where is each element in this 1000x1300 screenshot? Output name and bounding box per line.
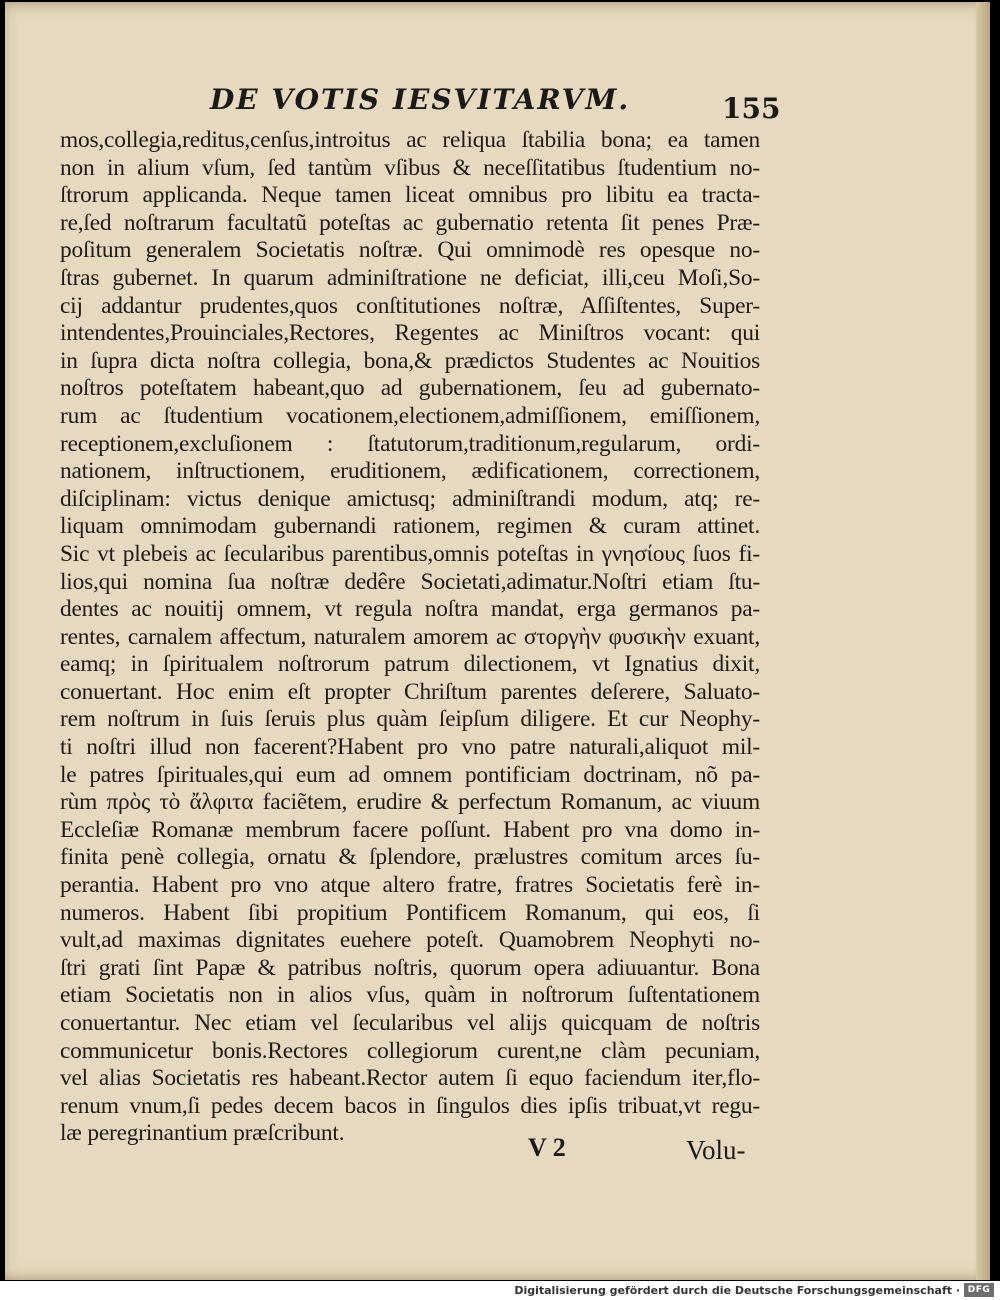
text-line: receptionem,excluſionem : ſtatutorum,traditionum,regularum, ordi- (60, 430, 760, 457)
text-line: ti noſtri illud non facerent?Habent pro vno patre naturali,aliquot mil- (60, 734, 760, 761)
text-line: vult,ad maximas dignitates euehere poteſt. Quamobrem Neophyti no- (60, 927, 760, 954)
text-line: in ſupra dicta noſtra collegia, bona,& prædictos Studentes ac Nouitios (60, 347, 760, 374)
text-line: mos,collegia,reditus,cenſus,introitus ac reliqua ſtabilia bona; ea tamen (60, 127, 760, 153)
text-line: ſtrorum applicanda. Neque tamen liceat omnibus pro libitu ea tracta- (60, 182, 760, 209)
body-text (60, 127, 760, 1148)
funding-credit: Digitalisierung gefördert durch die Deutsche Forschungsgemeinschaft · (514, 1284, 960, 1297)
text-line: lios,qui nomina ſua noſtræ dedêre Societati,adimatur.Noſtri etiam ſtu- (60, 568, 760, 595)
text-line: rem noſtrum in ſuis ſeruis plus quàm ſeipſum diligere. Et cur Neophy- (60, 706, 760, 733)
text-line: le patres ſpirituales,qui eum ad omnem pontificiam doctrinam, nõ pa- (60, 761, 760, 788)
text-line: numeros. Habent ſibi propitium Pontificem Romanum, qui eos, ſi (60, 899, 760, 926)
text-line: conuertant. Hoc enim eſt propter Chriſtum parentes deſerere, Saluato- (60, 678, 760, 705)
text-line: rum ac ſtudentium vocationem,electionem,admiſſionem, emiſſionem, (60, 402, 760, 429)
text-line: ſtri grati ſint Papæ & patribus noſtris, quorum opera adiuuantur. Bona (60, 954, 760, 981)
text-line: cij addantur prudentes,quos conſtitutiones noſtræ, Aſſiſtentes, Super- (60, 292, 760, 319)
text-line: communicetur bonis.Rectores collegiorum curent,ne clàm pecuniam, (60, 1037, 760, 1064)
text-line: nationem, inſtructionem, eruditionem, ædificationem, correctionem, (60, 458, 760, 485)
text-line: rentes, carnalem affectum, naturalem amorem ac στοργὴν φυσικὴν exuant, (60, 623, 760, 650)
text-line: intendentes,Prouinciales,Rectores, Regentes ac Miniſtros vocant: qui (60, 320, 760, 347)
signature-mark: V 2 (528, 1133, 566, 1162)
text-line: perantia. Habent pro vno atque altero fratre, fratres Societatis ferè in- (60, 872, 760, 899)
catchword: Volu- (686, 1135, 746, 1165)
text-line: re,ſed noſtrarum facultatũ poteſtas ac gubernatio retenta ſit penes Præ- (60, 209, 760, 236)
text-line: liquam omnimodam gubernandi rationem, regimen & curam attinet. (60, 513, 760, 540)
running-head: DE VOTIS IESVITARVM. (210, 83, 631, 116)
text-line: ſtras gubernet. In quarum adminiſtratione ne deficiat, illi,ceu Moſi,So- (60, 264, 760, 291)
text-line: renum vnum,ſi pedes decem bacos in ſingulos dies ipſis tribuat,vt regu- (60, 1092, 760, 1119)
text-line: Sic vt plebeis ac ſecularibus parentibus,omnis poteſtas in γνησίους ſuos fi- (60, 540, 760, 567)
text-line: læ peregrinantium præſcribunt. (60, 1120, 345, 1147)
text-line: eamq; in ſpiritualem noſtrorum patrum dilectionem, vt Ignatius dixit, (60, 651, 760, 678)
dfg-logo-icon: DFG (964, 1283, 994, 1297)
text-line: etiam Societatis non in alios vſus, quàm in noſtrorum ſuſtentationem (60, 982, 760, 1009)
text-line: poſitum generalem Societatis noſtræ. Qui omnimodè res opesque no- (60, 237, 760, 264)
page-number: 155 (722, 92, 781, 125)
text-line: rùm πρὸς τὸ ἄλφιτα faciẽtem, erudire & perfectum Romanum, ac viuum (60, 789, 760, 816)
text-line: diſciplinam: victus denique amictusq; adminiſtrandi modum, atq; re- (60, 485, 760, 512)
page-edge-shadow (976, 2, 990, 1280)
text-line: vel alias Societatis res habeant.Rector autem ſi equo faciendum iter,flo- (60, 1065, 760, 1092)
text-line: conuertantur. Nec etiam vel ſecularibus vel alijs quicquam de noſtris (60, 1010, 760, 1036)
text-line: noſtros poteſtatem habeant,quo ad gubernationem, ſeu ad gubernato- (60, 375, 760, 402)
text-line: non in alium vſum, ſed tantùm vſibus & neceſſitatibus ſtudentium no- (60, 154, 760, 181)
text-line: finita penè collegia, ornatu & ſplendore, prælustres comitum arces ſu- (60, 844, 760, 871)
text-line: Eccleſiæ Romanæ membrum facere poſſunt. Habent pro vna domo in- (60, 816, 760, 843)
text-line: dentes ac nouitij omnem, vt regula noſtra mandat, erga germanos pa- (60, 596, 760, 623)
